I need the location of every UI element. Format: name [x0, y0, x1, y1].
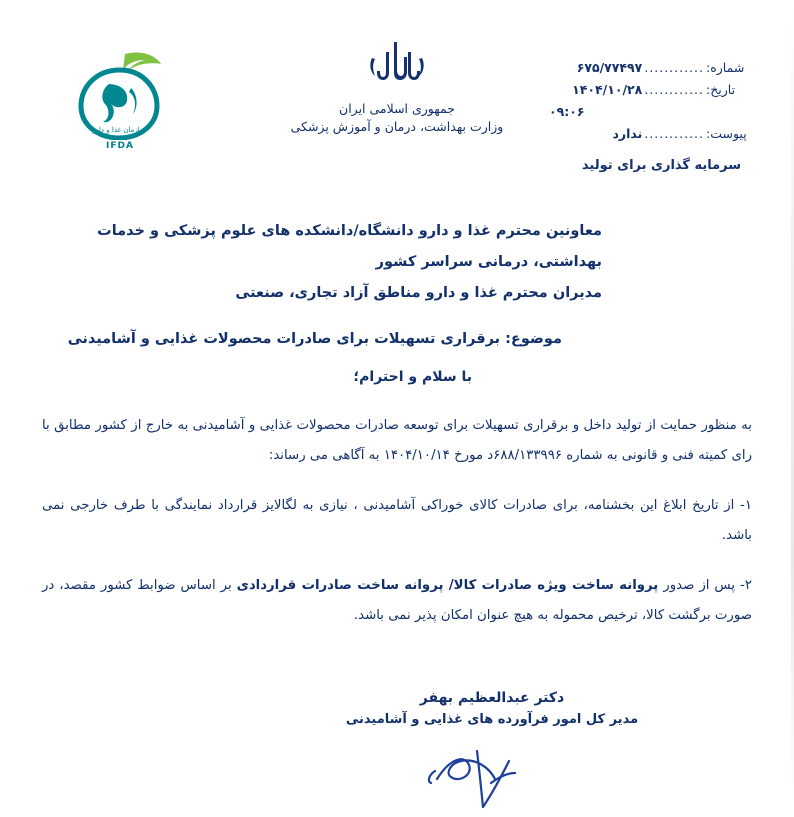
attachment-dots: ............	[644, 126, 704, 141]
clause2-bold: پروانه ساخت ویژه صادرات کالا/ پروانه ساخت صادرات قراردادی	[236, 578, 659, 593]
signer-name: دکتر عبدالعظیم بهفر	[419, 690, 565, 706]
meta-row-number	[549, 60, 764, 82]
letter-meta-block	[549, 60, 764, 173]
ifda-logo	[60, 48, 180, 158]
signer-title: مدیر کل امور فرآورده های غذایی و آشامیدنی	[345, 712, 639, 727]
time-value: ۰۹:۰۶	[549, 104, 585, 119]
number-value: ۶۷۵/۷۷۴۹۷	[576, 60, 643, 75]
number-label: شماره:	[706, 60, 745, 75]
attachment-value: ندارد	[612, 126, 643, 141]
paragraph-intro: به منظور حمایت از تولید داخل و برقراری تسهیلات برای توسعه صادرات محصولات غذایی و آشامیدنی به خارج از کشور مطابق با رای کمیته فنی و قانونی به شماره ۶۸۸/۱۳۳۹۹۶د مورخ ۱۴۰۴/۱۰/۱۴ به آگاهی می رساند:	[42, 418, 752, 463]
handwritten-signature	[232, 737, 752, 817]
date-label: تاریخ:	[706, 82, 736, 97]
greeting-line: با سلام و احترام؛	[353, 369, 472, 385]
emblem-line-1: جمهوری اسلامی ایران	[339, 101, 455, 116]
iran-emblem-icon	[267, 40, 527, 100]
national-emblem	[267, 40, 527, 136]
addressee-line-1: معاونین محترم غذا و دارو دانشگاه/دانشکده های علوم پزشکی و خدمات بهداشتی، درمانی سراسر کشور	[97, 223, 602, 270]
slogan: سرمایه گذاری برای تولید	[581, 158, 742, 173]
attachment-label: پیوست:	[706, 126, 747, 141]
meta-row-time	[549, 104, 764, 126]
clause2-after: بر اساس ضوابط کشور مقصد، در صورت برگشت کالا، ترخیص محموله به هیچ عنوان امکان پذیر نمی باشد.	[42, 578, 752, 623]
subject-line: موضوع: برقراری تسهیلات برای صادرات محصولات غذایی و آشامیدنی	[67, 331, 562, 347]
emblem-line-2: وزارت بهداشت، درمان و آموزش پزشکی	[290, 119, 504, 134]
paragraph-clause-1: ۱- از تاریخ ابلاغ این بخشنامه، برای صادرات کالای خوراکی آشامیدنی ، نیازی به لگالایز قرارداد نمایندگی با طرف خارجی نمی باشد.	[42, 498, 752, 543]
addressee-line-2: مدیران محترم غذا و دارو مناطق آزاد تجاری، صنعتی	[235, 285, 602, 301]
letter-header	[0, 0, 794, 180]
date-value: ۱۴۰۴/۱۰/۲۸	[572, 82, 643, 97]
signature-block	[42, 687, 752, 817]
meta-row-date	[549, 82, 764, 104]
paragraph-clause-2	[42, 571, 752, 631]
number-dots: ............	[644, 60, 704, 75]
svg-text:سازمان غذا و دارو: سازمان غذا و دارو	[92, 126, 146, 134]
meta-row-attachment	[549, 126, 764, 148]
letter-body	[0, 216, 794, 817]
clause2-before: ۲- پس از صدور	[658, 578, 753, 593]
addressee-block	[42, 216, 752, 309]
date-dots: ............	[644, 82, 704, 97]
logo-caption: IFDA	[106, 141, 134, 151]
